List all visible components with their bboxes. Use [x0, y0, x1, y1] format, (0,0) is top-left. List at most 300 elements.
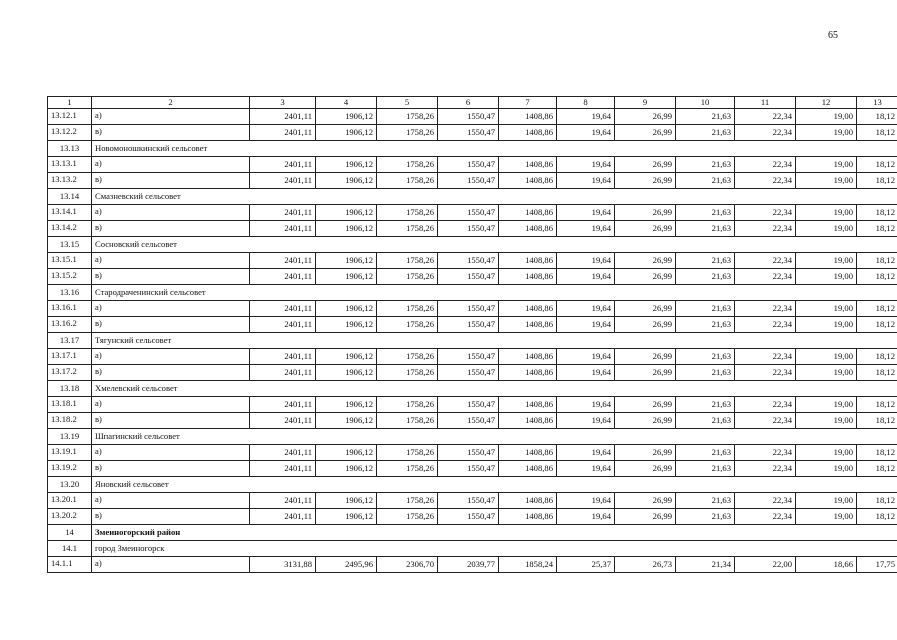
value-cell: 1906,12 [316, 413, 377, 429]
value-cell: 2401,11 [250, 205, 316, 221]
value-cell: 2401,11 [250, 461, 316, 477]
row-code: 14 [48, 525, 92, 541]
value-cell: 19,64 [557, 253, 615, 269]
value-cell: 2401,11 [250, 509, 316, 525]
value-cell: 2401,11 [250, 157, 316, 173]
value-cell: 1758,26 [377, 445, 438, 461]
value-cell: 2306,70 [377, 557, 438, 573]
row-label: в) [92, 461, 250, 477]
value-cell: 19,00 [796, 349, 857, 365]
value-cell: 18,12 [857, 493, 897, 509]
value-cell: 2401,11 [250, 109, 316, 125]
value-cell: 26,99 [615, 253, 676, 269]
value-cell: 21,63 [676, 109, 735, 125]
row-code: 13.20 [48, 477, 92, 493]
table-row [48, 125, 897, 141]
value-cell: 1550,47 [438, 109, 499, 125]
value-cell: 19,64 [557, 493, 615, 509]
table-row [48, 397, 897, 413]
value-cell: 1408,86 [499, 173, 557, 189]
value-cell: 21,63 [676, 397, 735, 413]
value-cell: 1906,12 [316, 125, 377, 141]
value-cell: 21,63 [676, 301, 735, 317]
col-header: 1 [48, 97, 92, 109]
value-cell: 21,63 [676, 253, 735, 269]
value-cell: 1408,86 [499, 317, 557, 333]
value-cell: 1758,26 [377, 221, 438, 237]
value-cell: 22,34 [735, 301, 796, 317]
value-cell: 18,66 [796, 557, 857, 573]
section-name: Хмелевский сельсовет [92, 381, 897, 397]
value-cell: 25,37 [557, 557, 615, 573]
section-row [48, 429, 897, 445]
value-cell: 1758,26 [377, 509, 438, 525]
section-name: город Змеиногорск [92, 541, 897, 557]
table-row [48, 557, 897, 573]
section-row [48, 381, 897, 397]
value-cell: 22,34 [735, 173, 796, 189]
col-header: 13 [857, 97, 897, 109]
value-cell: 22,34 [735, 269, 796, 285]
value-cell: 19,64 [557, 317, 615, 333]
value-cell: 3131,88 [250, 557, 316, 573]
value-cell: 1906,12 [316, 349, 377, 365]
table-row [48, 253, 897, 269]
value-cell: 17,75 [857, 557, 897, 573]
row-label: а) [92, 301, 250, 317]
value-cell: 2401,11 [250, 365, 316, 381]
row-code: 13.14 [48, 189, 92, 205]
row-code: 13.12.2 [48, 125, 92, 141]
value-cell: 18,12 [857, 301, 897, 317]
col-header: 7 [499, 97, 557, 109]
value-cell: 2401,11 [250, 413, 316, 429]
value-cell: 22,34 [735, 445, 796, 461]
table-row [48, 301, 897, 317]
value-cell: 19,64 [557, 221, 615, 237]
value-cell: 21,63 [676, 205, 735, 221]
value-cell: 1408,86 [499, 221, 557, 237]
value-cell: 18,12 [857, 269, 897, 285]
table-row [48, 365, 897, 381]
value-cell: 1550,47 [438, 205, 499, 221]
col-header: 12 [796, 97, 857, 109]
row-code: 13.15 [48, 237, 92, 253]
value-cell: 26,99 [615, 493, 676, 509]
col-header: 11 [735, 97, 796, 109]
value-cell: 1550,47 [438, 461, 499, 477]
value-cell: 1758,26 [377, 269, 438, 285]
value-cell: 26,99 [615, 269, 676, 285]
value-cell: 19,64 [557, 125, 615, 141]
value-cell: 1550,47 [438, 157, 499, 173]
value-cell: 1758,26 [377, 301, 438, 317]
row-code: 13.17.2 [48, 365, 92, 381]
row-label: а) [92, 157, 250, 173]
value-cell: 18,12 [857, 365, 897, 381]
value-cell: 19,64 [557, 461, 615, 477]
value-cell: 1550,47 [438, 445, 499, 461]
value-cell: 1408,86 [499, 509, 557, 525]
row-label: в) [92, 413, 250, 429]
value-cell: 1758,26 [377, 109, 438, 125]
row-label: в) [92, 125, 250, 141]
value-cell: 26,99 [615, 413, 676, 429]
table-row [48, 493, 897, 509]
value-cell: 21,63 [676, 317, 735, 333]
value-cell: 1906,12 [316, 317, 377, 333]
section-row [48, 189, 897, 205]
value-cell: 1906,12 [316, 397, 377, 413]
table-row [48, 445, 897, 461]
row-code: 13.19.2 [48, 461, 92, 477]
header-row [48, 97, 897, 109]
value-cell: 22,34 [735, 205, 796, 221]
value-cell: 19,64 [557, 109, 615, 125]
value-cell: 1906,12 [316, 157, 377, 173]
value-cell: 26,99 [615, 125, 676, 141]
value-cell: 19,00 [796, 493, 857, 509]
row-code: 13.19.1 [48, 445, 92, 461]
value-cell: 19,64 [557, 413, 615, 429]
col-header: 10 [676, 97, 735, 109]
page-number: 65 [828, 30, 838, 41]
value-cell: 18,12 [857, 445, 897, 461]
col-header: 6 [438, 97, 499, 109]
section-name: Смазневский сельсовет [92, 189, 897, 205]
value-cell: 19,00 [796, 301, 857, 317]
section-row [48, 541, 897, 557]
row-code: 13.15.1 [48, 253, 92, 269]
value-cell: 21,63 [676, 461, 735, 477]
value-cell: 19,00 [796, 125, 857, 141]
value-cell: 1408,86 [499, 397, 557, 413]
value-cell: 22,34 [735, 253, 796, 269]
value-cell: 21,63 [676, 445, 735, 461]
row-code: 13.16.1 [48, 301, 92, 317]
value-cell: 1408,86 [499, 365, 557, 381]
value-cell: 1408,86 [499, 493, 557, 509]
value-cell: 1758,26 [377, 317, 438, 333]
value-cell: 1906,12 [316, 509, 377, 525]
value-cell: 19,00 [796, 397, 857, 413]
row-label: в) [92, 509, 250, 525]
district-name: Змеиногорский район [92, 525, 897, 541]
value-cell: 1408,86 [499, 109, 557, 125]
value-cell: 21,34 [676, 557, 735, 573]
section-name: Тягунский сельсовет [92, 333, 897, 349]
value-cell: 1408,86 [499, 301, 557, 317]
row-code: 13.16.2 [48, 317, 92, 333]
value-cell: 19,00 [796, 269, 857, 285]
value-cell: 1550,47 [438, 317, 499, 333]
value-cell: 19,64 [557, 365, 615, 381]
value-cell: 1408,86 [499, 413, 557, 429]
value-cell: 21,63 [676, 509, 735, 525]
value-cell: 21,63 [676, 269, 735, 285]
value-cell: 1858,24 [499, 557, 557, 573]
value-cell: 19,00 [796, 461, 857, 477]
value-cell: 18,12 [857, 157, 897, 173]
value-cell: 19,64 [557, 397, 615, 413]
value-cell: 22,34 [735, 125, 796, 141]
value-cell: 19,64 [557, 205, 615, 221]
value-cell: 2401,11 [250, 349, 316, 365]
value-cell: 21,63 [676, 349, 735, 365]
value-cell: 26,99 [615, 173, 676, 189]
value-cell: 1758,26 [377, 349, 438, 365]
value-cell: 19,00 [796, 253, 857, 269]
row-label: в) [92, 173, 250, 189]
value-cell: 1906,12 [316, 221, 377, 237]
value-cell: 1408,86 [499, 461, 557, 477]
value-cell: 1550,47 [438, 413, 499, 429]
value-cell: 1758,26 [377, 493, 438, 509]
value-cell: 1758,26 [377, 205, 438, 221]
table-body [48, 97, 897, 573]
value-cell: 26,99 [615, 397, 676, 413]
value-cell: 1758,26 [377, 413, 438, 429]
value-cell: 2401,11 [250, 253, 316, 269]
value-cell: 22,34 [735, 221, 796, 237]
col-header: 9 [615, 97, 676, 109]
value-cell: 1758,26 [377, 157, 438, 173]
value-cell: 26,99 [615, 157, 676, 173]
value-cell: 22,34 [735, 109, 796, 125]
section-name: Яновский сельсовет [92, 477, 897, 493]
table-row [48, 317, 897, 333]
value-cell: 1408,86 [499, 445, 557, 461]
section-name: Шпагинский сельсовет [92, 429, 897, 445]
value-cell: 18,12 [857, 509, 897, 525]
row-label: а) [92, 109, 250, 125]
value-cell: 1758,26 [377, 365, 438, 381]
section-row [48, 141, 897, 157]
value-cell: 26,99 [615, 317, 676, 333]
value-cell: 1758,26 [377, 397, 438, 413]
value-cell: 19,00 [796, 317, 857, 333]
district-row [48, 525, 897, 541]
value-cell: 1550,47 [438, 397, 499, 413]
col-header: 5 [377, 97, 438, 109]
row-code: 13.19 [48, 429, 92, 445]
value-cell: 26,73 [615, 557, 676, 573]
section-name: Новомоношкинский сельсовет [92, 141, 897, 157]
value-cell: 1758,26 [377, 125, 438, 141]
row-label: в) [92, 269, 250, 285]
value-cell: 26,99 [615, 509, 676, 525]
section-name: Сосновский сельсовет [92, 237, 897, 253]
value-cell: 2401,11 [250, 445, 316, 461]
value-cell: 26,99 [615, 445, 676, 461]
value-cell: 1550,47 [438, 253, 499, 269]
value-cell: 18,12 [857, 109, 897, 125]
tariff-table [47, 96, 897, 573]
row-code: 14.1.1 [48, 557, 92, 573]
value-cell: 19,00 [796, 109, 857, 125]
value-cell: 19,00 [796, 509, 857, 525]
row-label: а) [92, 205, 250, 221]
table-row [48, 173, 897, 189]
col-header: 8 [557, 97, 615, 109]
value-cell: 22,00 [735, 557, 796, 573]
value-cell: 2401,11 [250, 269, 316, 285]
value-cell: 1758,26 [377, 253, 438, 269]
row-label: в) [92, 221, 250, 237]
value-cell: 18,12 [857, 317, 897, 333]
value-cell: 22,34 [735, 157, 796, 173]
value-cell: 18,12 [857, 205, 897, 221]
section-row [48, 285, 897, 301]
value-cell: 19,00 [796, 445, 857, 461]
value-cell: 19,64 [557, 301, 615, 317]
row-code: 14.1 [48, 541, 92, 557]
value-cell: 1906,12 [316, 493, 377, 509]
row-code: 13.13.2 [48, 173, 92, 189]
row-code: 13.18.2 [48, 413, 92, 429]
value-cell: 19,64 [557, 445, 615, 461]
value-cell: 1550,47 [438, 301, 499, 317]
value-cell: 22,34 [735, 397, 796, 413]
row-code: 13.16 [48, 285, 92, 301]
value-cell: 22,34 [735, 349, 796, 365]
value-cell: 21,63 [676, 125, 735, 141]
row-code: 13.14.1 [48, 205, 92, 221]
value-cell: 2401,11 [250, 221, 316, 237]
value-cell: 22,34 [735, 413, 796, 429]
value-cell: 1408,86 [499, 269, 557, 285]
value-cell: 2401,11 [250, 173, 316, 189]
value-cell: 19,64 [557, 349, 615, 365]
value-cell: 19,64 [557, 157, 615, 173]
value-cell: 22,34 [735, 461, 796, 477]
value-cell: 19,00 [796, 221, 857, 237]
value-cell: 1408,86 [499, 253, 557, 269]
value-cell: 26,99 [615, 205, 676, 221]
col-header: 4 [316, 97, 377, 109]
row-code: 13.17.1 [48, 349, 92, 365]
value-cell: 18,12 [857, 349, 897, 365]
row-label: а) [92, 445, 250, 461]
value-cell: 2401,11 [250, 493, 316, 509]
value-cell: 18,12 [857, 253, 897, 269]
value-cell: 1408,86 [499, 157, 557, 173]
value-cell: 19,64 [557, 173, 615, 189]
value-cell: 2401,11 [250, 125, 316, 141]
value-cell: 18,12 [857, 125, 897, 141]
value-cell: 26,99 [615, 365, 676, 381]
row-label: а) [92, 493, 250, 509]
row-label: а) [92, 253, 250, 269]
value-cell: 1758,26 [377, 461, 438, 477]
table-row [48, 349, 897, 365]
value-cell: 2039,77 [438, 557, 499, 573]
value-cell: 1550,47 [438, 221, 499, 237]
value-cell: 1550,47 [438, 125, 499, 141]
value-cell: 1408,86 [499, 349, 557, 365]
section-row [48, 333, 897, 349]
value-cell: 19,00 [796, 365, 857, 381]
value-cell: 1906,12 [316, 205, 377, 221]
col-header: 2 [92, 97, 250, 109]
col-header: 3 [250, 97, 316, 109]
value-cell: 1550,47 [438, 509, 499, 525]
value-cell: 21,63 [676, 413, 735, 429]
row-label: в) [92, 317, 250, 333]
table-row [48, 221, 897, 237]
section-row [48, 237, 897, 253]
table-row [48, 269, 897, 285]
row-label: в) [92, 365, 250, 381]
row-code: 13.15.2 [48, 269, 92, 285]
value-cell: 1906,12 [316, 173, 377, 189]
table-row [48, 413, 897, 429]
value-cell: 1758,26 [377, 173, 438, 189]
value-cell: 18,12 [857, 461, 897, 477]
value-cell: 21,63 [676, 173, 735, 189]
value-cell: 1408,86 [499, 205, 557, 221]
value-cell: 21,63 [676, 221, 735, 237]
table-row [48, 461, 897, 477]
value-cell: 26,99 [615, 109, 676, 125]
value-cell: 18,12 [857, 413, 897, 429]
row-code: 13.12.1 [48, 109, 92, 125]
value-cell: 19,64 [557, 509, 615, 525]
value-cell: 1550,47 [438, 269, 499, 285]
value-cell: 19,00 [796, 205, 857, 221]
value-cell: 1906,12 [316, 301, 377, 317]
row-code: 13.18.1 [48, 397, 92, 413]
value-cell: 1906,12 [316, 109, 377, 125]
value-cell: 26,99 [615, 301, 676, 317]
row-code: 13.20.2 [48, 509, 92, 525]
value-cell: 1906,12 [316, 365, 377, 381]
value-cell: 19,00 [796, 173, 857, 189]
value-cell: 18,12 [857, 397, 897, 413]
row-code: 13.13.1 [48, 157, 92, 173]
value-cell: 1906,12 [316, 269, 377, 285]
value-cell: 19,00 [796, 157, 857, 173]
row-code: 13.18 [48, 381, 92, 397]
value-cell: 22,34 [735, 365, 796, 381]
value-cell: 21,63 [676, 157, 735, 173]
value-cell: 21,63 [676, 493, 735, 509]
value-cell: 2401,11 [250, 301, 316, 317]
row-label: а) [92, 397, 250, 413]
row-code: 13.20.1 [48, 493, 92, 509]
row-label: а) [92, 349, 250, 365]
value-cell: 1408,86 [499, 125, 557, 141]
row-code: 13.14.2 [48, 221, 92, 237]
value-cell: 2401,11 [250, 317, 316, 333]
value-cell: 19,00 [796, 413, 857, 429]
value-cell: 18,12 [857, 173, 897, 189]
value-cell: 22,34 [735, 317, 796, 333]
value-cell: 2495,96 [316, 557, 377, 573]
value-cell: 1906,12 [316, 445, 377, 461]
section-row [48, 477, 897, 493]
value-cell: 1550,47 [438, 365, 499, 381]
section-name: Стародраченинский сельсовет [92, 285, 897, 301]
value-cell: 1550,47 [438, 173, 499, 189]
value-cell: 1550,47 [438, 493, 499, 509]
row-code: 13.17 [48, 333, 92, 349]
value-cell: 26,99 [615, 461, 676, 477]
table-row [48, 157, 897, 173]
value-cell: 22,34 [735, 509, 796, 525]
value-cell: 2401,11 [250, 397, 316, 413]
value-cell: 1906,12 [316, 461, 377, 477]
